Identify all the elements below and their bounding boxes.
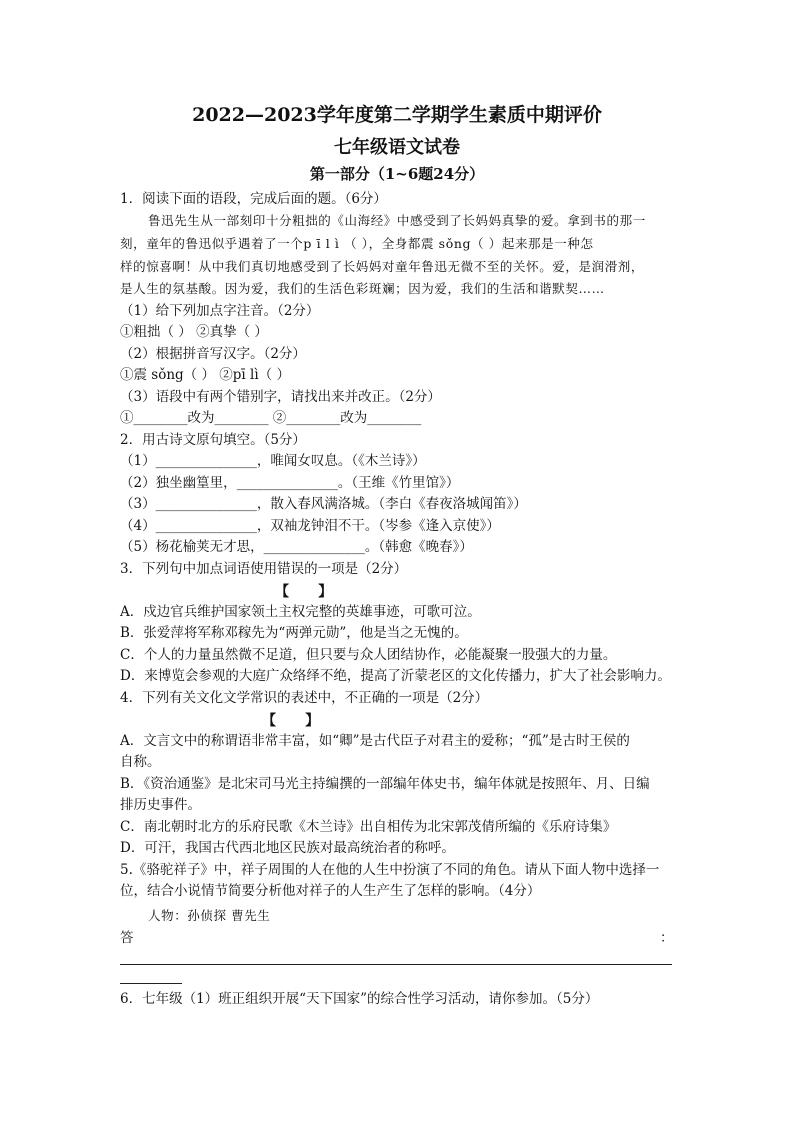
q2-item-3: （3）_______________，散入春风满洛城。（李白《春夜洛城闻笛》）: [120, 496, 527, 512]
q1-stem: 1．阅读下面的语段，完成后面的题。（6分）: [120, 191, 387, 207]
q1-passage-line-3: 样的惊喜啊！从中我们真切地感受到了长妈妈对童年鲁迅无微不至的关怀。爱，是润滑剂，: [120, 259, 645, 274]
q2-item-2: （2）独坐幽篁里，_______________。（王维《竹里馆》）: [120, 475, 460, 491]
q5-answer-line-short[interactable]: [120, 983, 182, 984]
q3-stem: 3．下列句中加点词语使用错误的一项是（2分）: [120, 561, 408, 577]
q4-option-b-line-2: 排历史事件。: [120, 797, 201, 813]
q3-option-a: A．戍边官兵维护国家领土主权完整的英雄事迹，可歌可泣。: [120, 604, 481, 620]
q1-sub2: （2）根据拼音写汉字。（2分）: [120, 346, 306, 362]
q4-option-a-line-2: 自称。: [120, 754, 161, 770]
q5-stem-line-1: 5.《骆驼祥子》中，祥子周围的人在他的人生中扮演了不同的角色。请从下面人物中选择一: [120, 862, 660, 878]
q3-option-c: C．个人的力量虽然微不足道，但只要与众人团结协作，必能凝聚一股强大的力量。: [120, 647, 617, 663]
q5-answer-label: 答: [120, 930, 134, 946]
q4-option-a-line-1: A．文言文中的称谓语非常丰富，如“卿”是古代臣子对君主的爱称；“孤”是古时王侯的: [120, 733, 630, 749]
q1-passage-line-2: 刻，童年的鲁迅似乎遇着了一个p ī l ì （ ），全身都震 sǒng（ ）起来那是一种怎: [120, 236, 594, 251]
q1-passage-line-1: 鲁迅先生从一部刻印十分粗拙的《山海经》中感受到了长妈妈真挚的爱。拿到书的那一: [148, 213, 646, 228]
exam-subtitle: 七年级语文试卷: [334, 137, 460, 158]
q1-sub3: （3）语段中有两个错别字，请找出来并改正。（2分）: [120, 389, 441, 405]
q1-sub1: （1）给下列加点字注音。（2分）: [120, 303, 320, 319]
q2-item-1: （1）_______________，唯闻女叹息。（《木兰诗》）: [120, 453, 426, 469]
exam-title: 2022—2023学年度第二学期学生素质中期评价: [192, 104, 602, 126]
q2-item-5: （5）杨花榆荚无才思，_______________。（韩愈《晚春》）: [120, 539, 473, 555]
q2-item-4: （4）_______________，双袖龙钟泪不干。（岑参《逢入京使》）: [120, 518, 500, 534]
q1-sub1-items: ①粗拙（ ） ②真挚（ ）: [120, 324, 268, 340]
q4-option-d: D．可汗，我国古代西北地区民族对最高统治者的称呼。: [120, 840, 455, 856]
q4-option-c: C．南北朝时北方的乐府民歌《木兰诗》出自相传为北宋郭茂倩所编的《乐府诗集》: [120, 819, 617, 835]
q4-stem: 4．下列有关文化文学常识的表述中，不正确的一项是（2分）: [120, 690, 489, 706]
q3-answer-bracket[interactable]: 【 】: [275, 584, 333, 600]
q5-answer-colon: ：: [660, 930, 674, 946]
q1-sub2-items: ①震 sǒng（ ） ②pī lì（ ）: [120, 367, 290, 383]
q5-people: 人物：孙侦探 曹先生: [148, 908, 271, 923]
q5-stem-line-2: 位，结合小说情节简要分析他对祥子的人生产生了怎样的影响。（4分）: [120, 883, 541, 899]
q3-option-d: D．来博览会参观的大庭广众络绎不绝，提高了沂蒙老区的文化传播力，扩大了社会影响力。: [120, 668, 671, 684]
q3-option-b: B．张爱萍将军称邓稼先为“两弹元勋”，他是当之无愧的。: [120, 625, 468, 641]
part-heading: 第一部分（1~6题24分）: [309, 165, 485, 183]
q4-option-b-line-1: B．《资治通鉴》是北宋司马光主持编撰的一部编年体史书，编年体就是按照年、月、日编: [120, 776, 650, 792]
q5-answer-line[interactable]: [120, 964, 672, 965]
q6-stem: 6．七年级（1）班正组织开展“天下国家”的综合性学习活动，请你参加。（5分）: [120, 991, 599, 1007]
q1-sub3-items: ①________改为________ ②________改为________: [120, 410, 422, 426]
q2-stem: 2．用古诗文原句填空。（5分）: [120, 432, 306, 448]
q1-passage-line-4: 是人生的氛基酸。因为爱，我们的生活色彩斑斓；因为爱，我们的生活和谐默契……: [120, 281, 605, 296]
q4-answer-bracket[interactable]: 【 】: [262, 713, 320, 729]
